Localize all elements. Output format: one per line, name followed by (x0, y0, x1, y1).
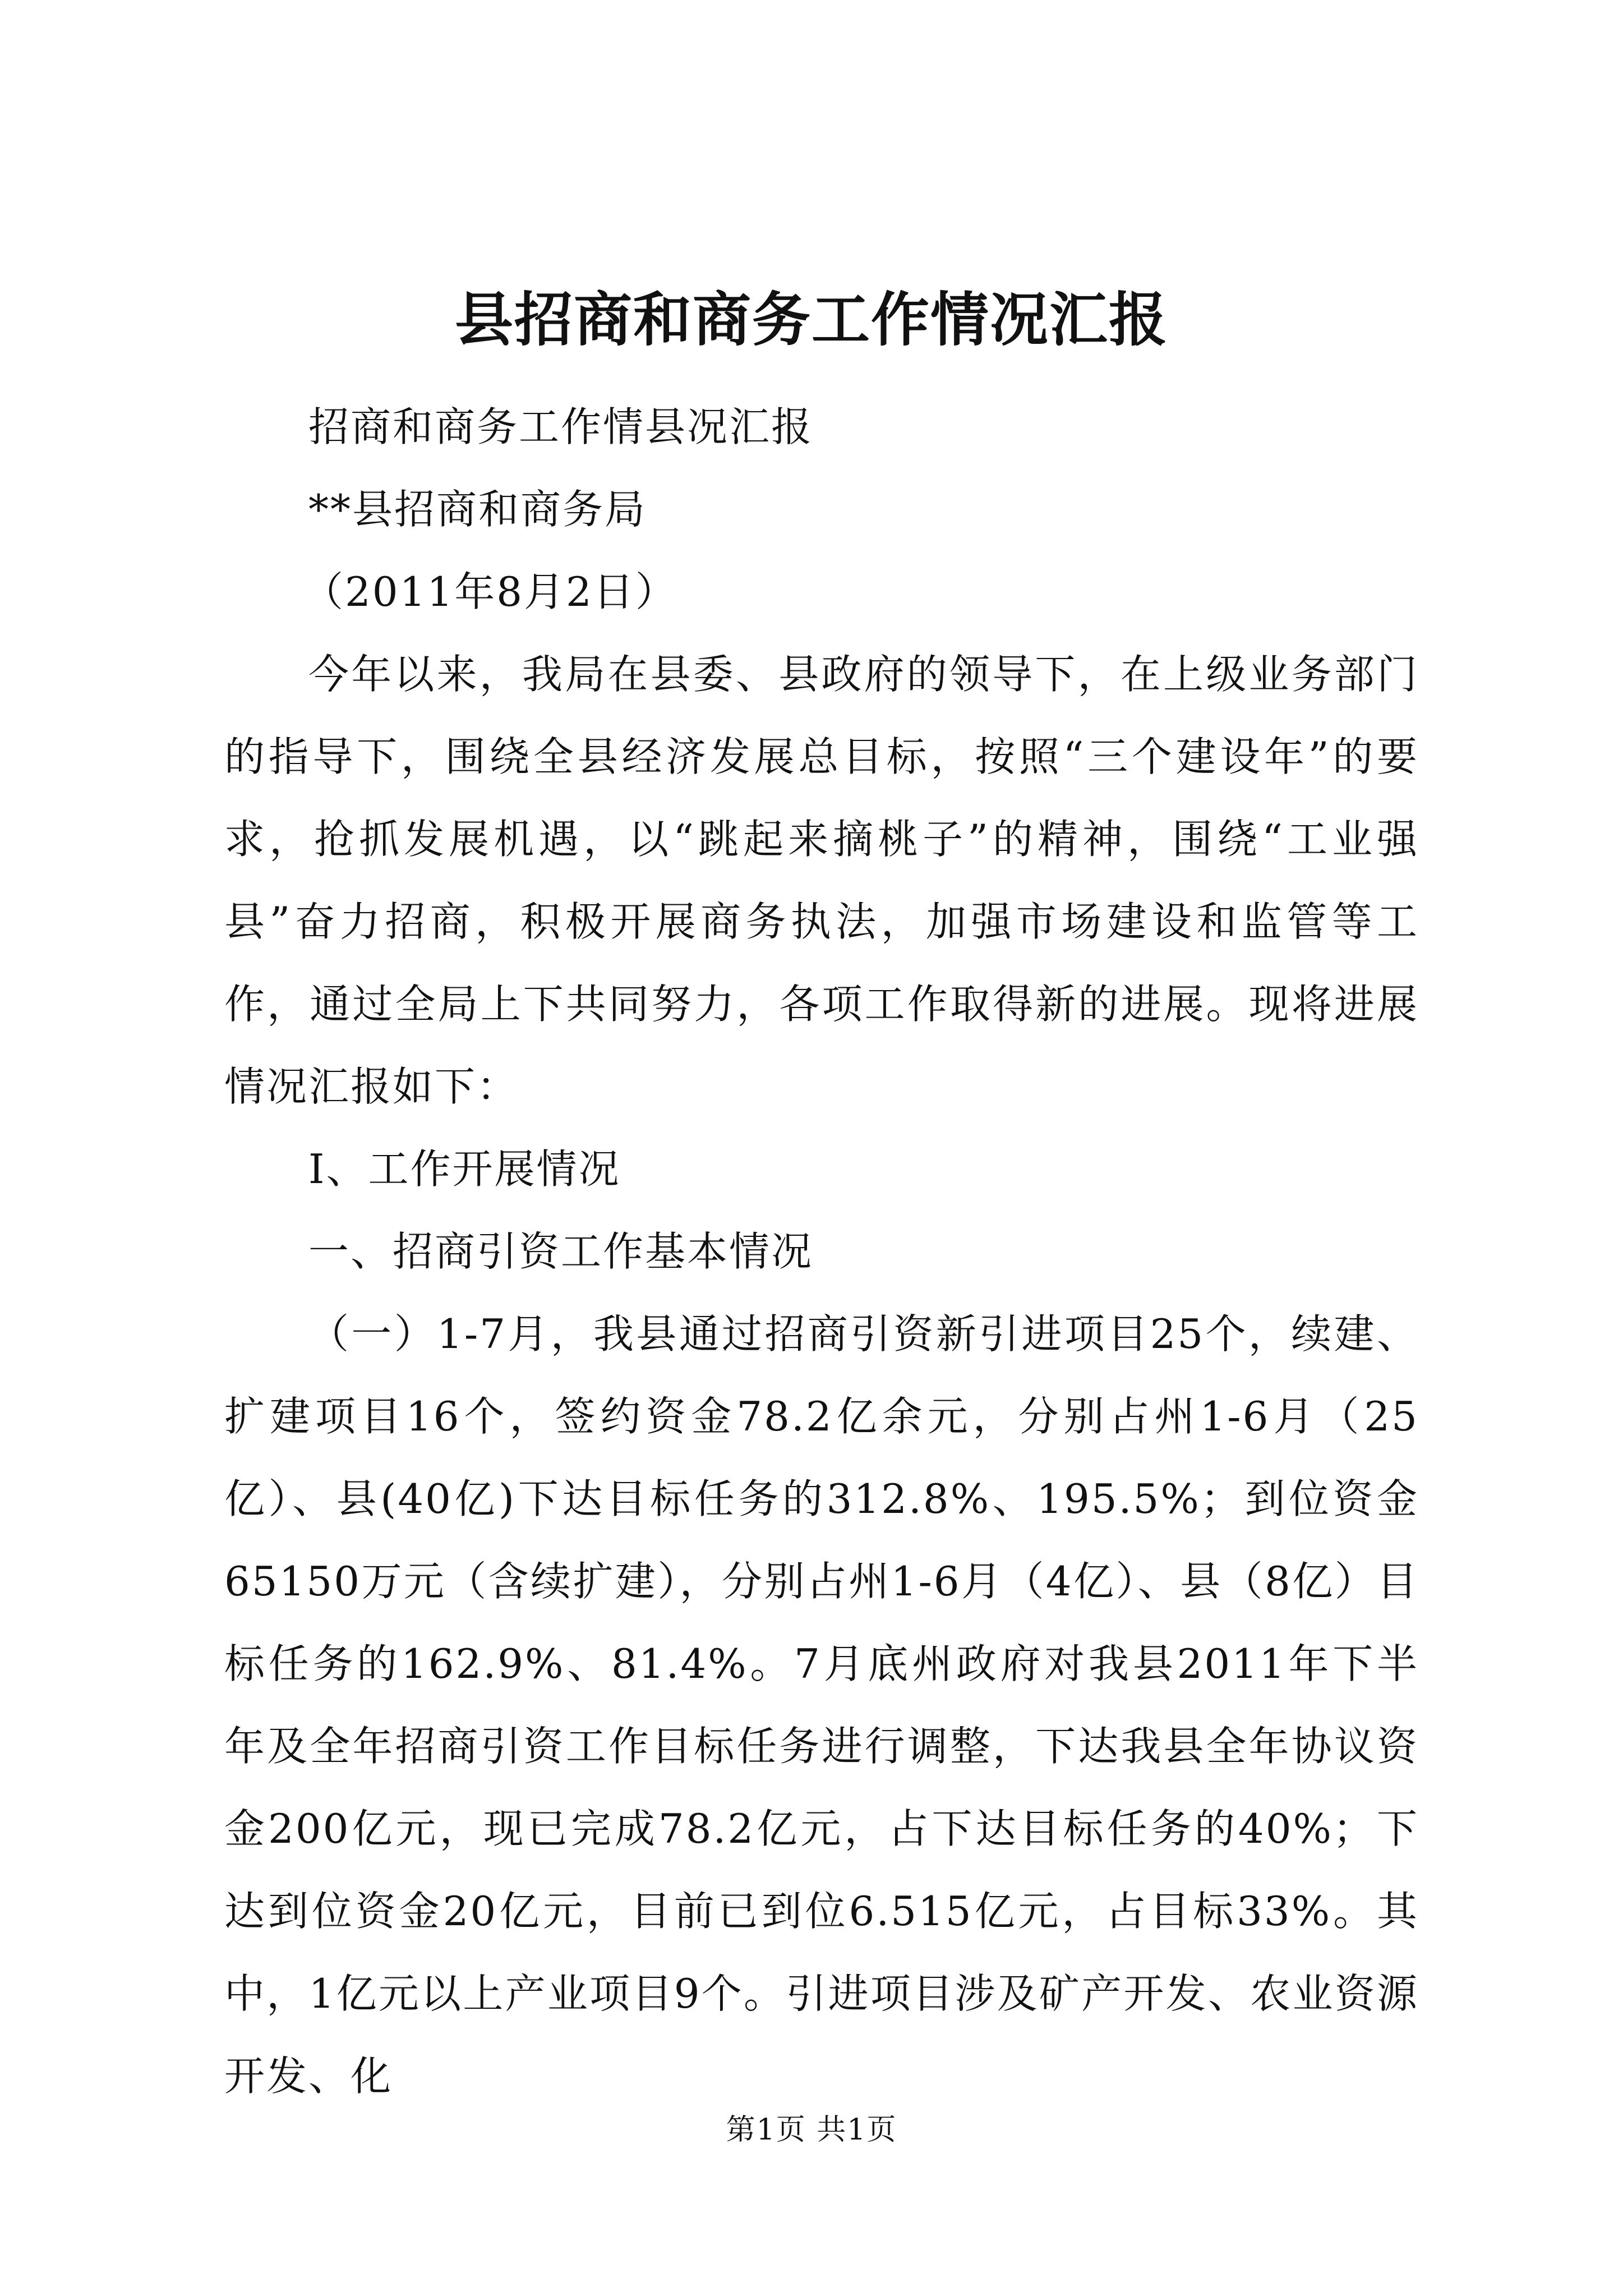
body-paragraph: （一）1-7月，我县通过招商引资新引进项目25个，续建、扩建项目16个，签约资金78.2亿余元，分别占州1-6月（25亿）、县(40亿)下达目标任务的312.8%、195.5%；到位资金65150万元（含续扩建），分别占州1-6月（4亿）、县（8亿）目标任务的162.9%、81.4%。7月底州政府对我县2011年下半年及全年招商引资工作目标任务进行调整，下达我县全年协议资金200亿元，现已完成78.2亿元，占下达目标任务的40%；下达到位资金20亿元，目前已到位6.515亿元，占目标33%。其中，1亿元以上产业项目9个。引进项目涉及矿产开发、农业资源开发、化 (224, 1310, 1419, 2100)
section-heading: Ⅰ、工作开展情况 (308, 1145, 621, 1193)
subsection-heading: 一、招商引资工作基本情况 (308, 1228, 814, 1275)
page-number-footer: 第1页 共1页 (726, 2113, 897, 2147)
document-body (224, 386, 1419, 2118)
intro-paragraph: 今年以来，我局在县委、县政府的领导下，在上级业务部门的指导下，围绕全县经济发展总目标，按照“三个建设年”的要求，抢抓发展机遇，以“跳起来摘桃子”的精神，围绕“工业强县”奋力招商，积极开展商务执法，加强市场建设和监管等工作，通过全局上下共同努力，各项工作取得新的进展。现将进展情况汇报如下： (224, 651, 1419, 1110)
document-title: 县招商和商务工作情况汇报 (454, 285, 1168, 354)
date-line: （2011年8月2日） (303, 568, 677, 615)
document-subtitle: 招商和商务工作情县况汇报 (308, 403, 814, 450)
issuer-line: **县招商和商务局 (308, 486, 647, 533)
